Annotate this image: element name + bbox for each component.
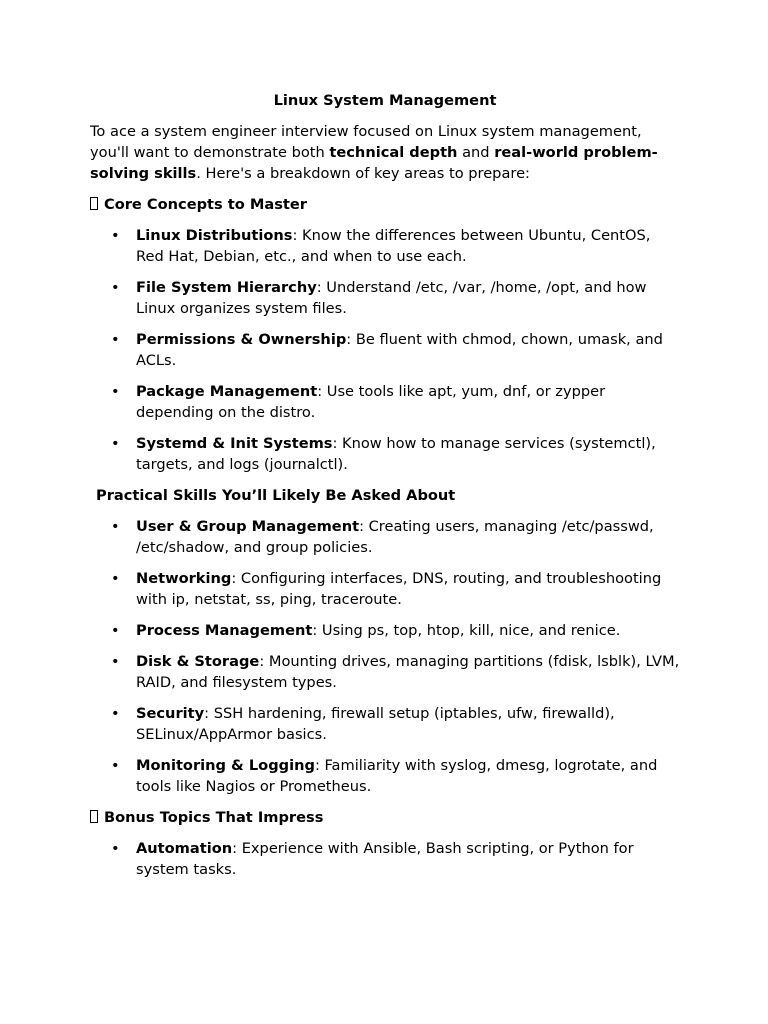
intro-text: To ace a system engineer interview focused on Linux system management, you'll want to demonstrate both bbox=[90, 123, 642, 161]
item-term: Networking bbox=[136, 570, 232, 587]
missing-glyph-icon bbox=[90, 197, 98, 210]
item-description: : Know how to manage services (systemctl), targets, and logs (journalctl). bbox=[136, 435, 656, 473]
list-item bbox=[90, 838, 680, 880]
list-item bbox=[90, 329, 680, 371]
item-description: : Creating users, managing /etc/passwd, /etc/shadow, and group policies. bbox=[136, 518, 654, 556]
section-heading-practical-skills bbox=[90, 485, 680, 506]
item-term: Permissions & Ownership bbox=[136, 331, 347, 348]
item-description: : Experience with Ansible, Bash scripting, or Python for system tasks. bbox=[136, 840, 634, 878]
item-description: : Configuring interfaces, DNS, routing, and troubleshooting with ip, netstat, ss, ping, traceroute. bbox=[136, 570, 662, 608]
item-description: : Mounting drives, managing partitions (fdisk, lsblk), LVM, RAID, and filesystem types. bbox=[136, 653, 680, 691]
bullet-icon: • bbox=[111, 570, 120, 587]
bullet-icon: • bbox=[111, 279, 120, 296]
item-term: Security bbox=[136, 705, 205, 722]
item-term: Linux Distributions bbox=[136, 227, 293, 244]
list-item bbox=[90, 620, 680, 641]
section-heading-label: Core Concepts to Master bbox=[104, 196, 307, 213]
item-term: Automation bbox=[136, 840, 233, 857]
bullet-icon: • bbox=[111, 705, 120, 722]
bullet-icon: • bbox=[111, 331, 120, 348]
intro-text: and bbox=[457, 144, 495, 161]
item-description: : SSH hardening, firewall setup (iptables, ufw, firewalld), SELinux/AppArmor basics. bbox=[136, 705, 615, 743]
document-page bbox=[90, 90, 680, 890]
item-term: File System Hierarchy bbox=[136, 279, 317, 296]
bullet-icon: • bbox=[111, 840, 120, 857]
item-description: : Know the differences between Ubuntu, CentOS, Red Hat, Debian, etc., and when to use each. bbox=[136, 227, 651, 265]
section-heading-label: Practical Skills You’ll Likely Be Asked About bbox=[96, 487, 456, 504]
document-title: Linux System Management bbox=[273, 92, 497, 109]
bullet-icon: • bbox=[111, 518, 120, 535]
item-description: : Understand /etc, /var, /home, /opt, and how Linux organizes system files. bbox=[136, 279, 647, 317]
list-item bbox=[90, 225, 680, 267]
item-description: : Be fluent with chmod, chown, umask, and ACLs. bbox=[136, 331, 663, 369]
practical-skills-list bbox=[90, 516, 680, 797]
item-term: Package Management bbox=[136, 383, 318, 400]
list-item bbox=[90, 755, 680, 797]
bonus-topics-list bbox=[90, 838, 680, 880]
intro-paragraph bbox=[90, 121, 680, 184]
bullet-icon: • bbox=[111, 622, 120, 639]
section-heading-label: Bonus Topics That Impress bbox=[104, 809, 324, 826]
bullet-icon: • bbox=[111, 653, 120, 670]
item-term: Monitoring & Logging bbox=[136, 757, 315, 774]
list-item bbox=[90, 277, 680, 319]
list-item bbox=[90, 651, 680, 693]
section-heading-bonus-topics bbox=[90, 807, 680, 828]
section-heading-core-concepts bbox=[90, 194, 680, 215]
bullet-icon: • bbox=[111, 757, 120, 774]
bullet-icon: • bbox=[111, 227, 120, 244]
item-description: : Familiarity with syslog, dmesg, logrotate, and tools like Nagios or Prometheus. bbox=[136, 757, 658, 795]
list-item bbox=[90, 703, 680, 745]
intro-emphasis: technical depth bbox=[329, 144, 458, 161]
intro-text: . Here's a breakdown of key areas to prepare: bbox=[196, 165, 530, 182]
list-item bbox=[90, 568, 680, 610]
item-term: Systemd & Init Systems bbox=[136, 435, 333, 452]
item-description: : Using ps, top, htop, kill, nice, and renice. bbox=[312, 622, 621, 639]
list-item bbox=[90, 433, 680, 475]
missing-glyph-icon bbox=[90, 810, 98, 823]
item-term: User & Group Management bbox=[136, 518, 360, 535]
item-term: Process Management bbox=[136, 622, 313, 639]
item-term: Disk & Storage bbox=[136, 653, 260, 670]
bullet-icon: • bbox=[111, 383, 120, 400]
list-item bbox=[90, 516, 680, 558]
intro-emphasis: real-world problem-solving skills bbox=[90, 144, 658, 182]
list-item bbox=[90, 381, 680, 423]
bullet-icon: • bbox=[111, 435, 120, 452]
core-concepts-list bbox=[90, 225, 680, 475]
item-description: : Use tools like apt, yum, dnf, or zypper depending on the distro. bbox=[136, 383, 606, 421]
